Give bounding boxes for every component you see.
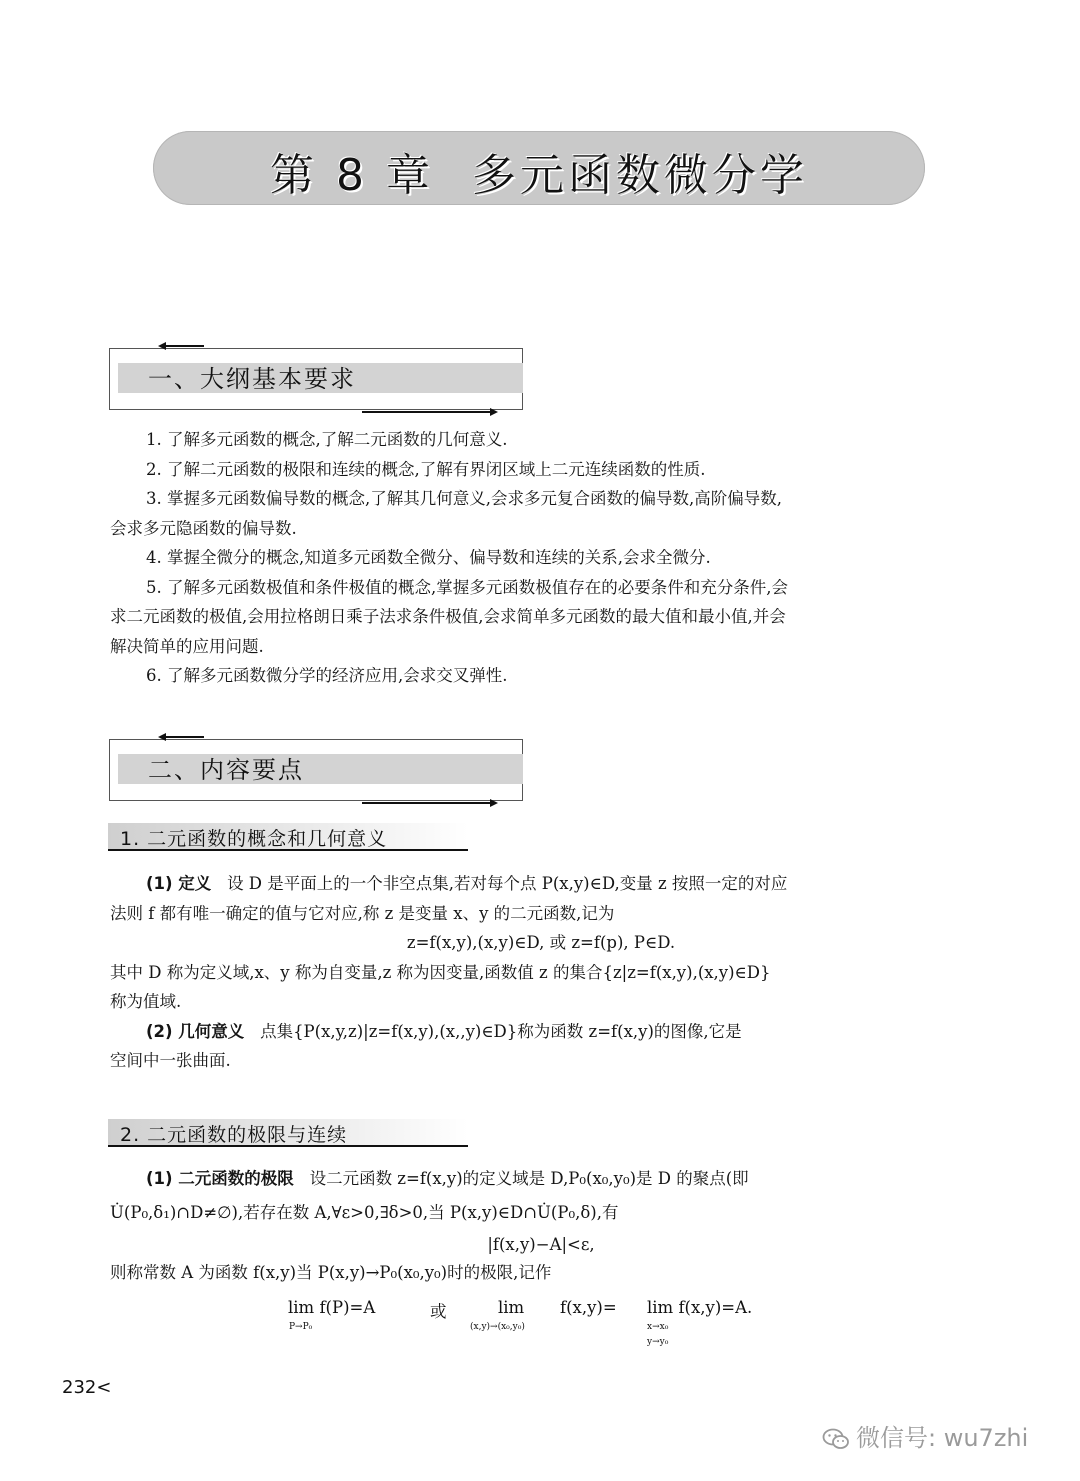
limit-label: (1) 二元函数的极限 [146, 1169, 294, 1188]
subsection-title: 2. 二元函数的极限与连续 [120, 1124, 348, 1146]
limit-subscript-a: P→P₀ [289, 1322, 313, 1332]
list-item: 4. 掌握全微分的概念,知道多元函数全微分、偏导数和连续的关系,会求全微分. [146, 548, 711, 567]
list-item-continuation: 解决简单的应用问题. [110, 636, 264, 656]
section-header-syllabus [109, 348, 523, 410]
arrow-decoration-icon [164, 345, 204, 347]
list-item-continuation: 会求多元隐函数的偏导数. [110, 518, 297, 538]
limit-text: 设二元函数 z=f(x,y)的定义域是 D,P₀(x₀,y₀)是 D 的聚点(即 [309, 1169, 749, 1188]
definition-formula: z=f(x,y),(x,y)∈D, 或 z=f(p), P∈D. [406, 933, 676, 952]
chapter-name: 多元函数微分学 [471, 150, 808, 201]
watermark [822, 1418, 1028, 1453]
section-title: 二、内容要点 [148, 756, 304, 784]
limit-or: 或 [430, 1302, 447, 1321]
limit-expression-a: lim f(P)=A [288, 1298, 376, 1317]
definition-text: 称为值域. [110, 992, 182, 1011]
wechat-icon [822, 1427, 850, 1451]
subsection-header [108, 823, 468, 853]
limit-block [110, 1162, 972, 1286]
list-item: 6. 了解多元函数微分学的经济应用,会求交叉弹性. [146, 666, 508, 685]
limit-expression-d: lim f(x,y)=A. [647, 1298, 753, 1317]
limit-subscript-d2: y→y₀ [647, 1337, 669, 1347]
chapter-number: 第 8 章 [270, 150, 434, 201]
geometry-text: 点集{P(x,y,z)|z=f(x,y),(x,,y)∈D}称为函数 z=f(x,y)的图像,它是 [260, 1021, 742, 1041]
definition-text: 设 D 是平面上的一个非空点集,若对每个点 P(x,y)∈D,变量 z 按照一定的对应 [227, 874, 788, 893]
section-header-key-points [109, 739, 523, 801]
section-title: 一、大纲基本要求 [148, 365, 356, 393]
arrow-decoration-icon [362, 411, 492, 413]
definition-block [110, 869, 972, 1076]
subsection-header [108, 1119, 468, 1149]
list-item: 3. 掌握多元函数偏导数的概念,了解其几何意义,会求多元复合函数的偏导数,高阶偏导数, [146, 489, 782, 508]
arrow-decoration-icon [164, 736, 204, 738]
limit-subscript-d1: x→x₀ [647, 1322, 669, 1332]
page-number: 232< [62, 1377, 112, 1398]
chapter-banner [153, 131, 925, 205]
geometry-text: 空间中一张曲面. [110, 1051, 231, 1070]
definition-label: (1) 定义 [146, 874, 212, 893]
limit-expression-b: lim [498, 1298, 525, 1317]
syllabus-list [110, 425, 972, 691]
limit-text: 则称常数 A 为函数 f(x,y)当 P(x,y)→P₀(x₀,y₀)时的极限,记作 [110, 1263, 552, 1282]
geometry-label: (2) 几何意义 [146, 1021, 245, 1041]
chapter-title [153, 139, 925, 203]
limit-formula: |f(x,y)−A|<ε, [487, 1235, 595, 1254]
definition-text: 其中 D 称为定义域,x、y 称为自变量,z 称为因变量,函数值 z 的集合{z|z=f(x,y),(x,y)∈D} [110, 962, 771, 982]
arrow-decoration-icon [362, 802, 492, 804]
list-item: 2. 了解二元函数的极限和连续的概念,了解有界闭区域上二元连续函数的性质. [146, 459, 706, 479]
watermark-text: 微信号: wu7zhi [856, 1424, 1029, 1452]
limit-text: U̇(P₀,δ₁)∩D≠∅),若存在数 A,∀ε>0,∃δ>0,当 P(x,y)∈D∩U̇(P₀,δ),有 [110, 1203, 619, 1222]
limit-expression-c: f(x,y)= [560, 1298, 617, 1317]
limit-subscript-b: (x,y)→(x₀,y₀) [470, 1322, 525, 1332]
subsection-title: 1. 二元函数的概念和几何意义 [120, 828, 388, 850]
list-item: 1. 了解多元函数的概念,了解二元函数的几何意义. [146, 430, 508, 449]
list-item-continuation: 求二元函数的极值,会用拉格朗日乘子法求条件极值,会求简单多元函数的最大值和最小值,并会 [110, 607, 786, 626]
definition-text: 法则 f 都有唯一确定的值与它对应,称 z 是变量 x、y 的二元函数,记为 [110, 903, 615, 923]
list-item: 5. 了解多元函数极值和条件极值的概念,掌握多元函数极值存在的必要条件和充分条件,会 [146, 577, 788, 597]
